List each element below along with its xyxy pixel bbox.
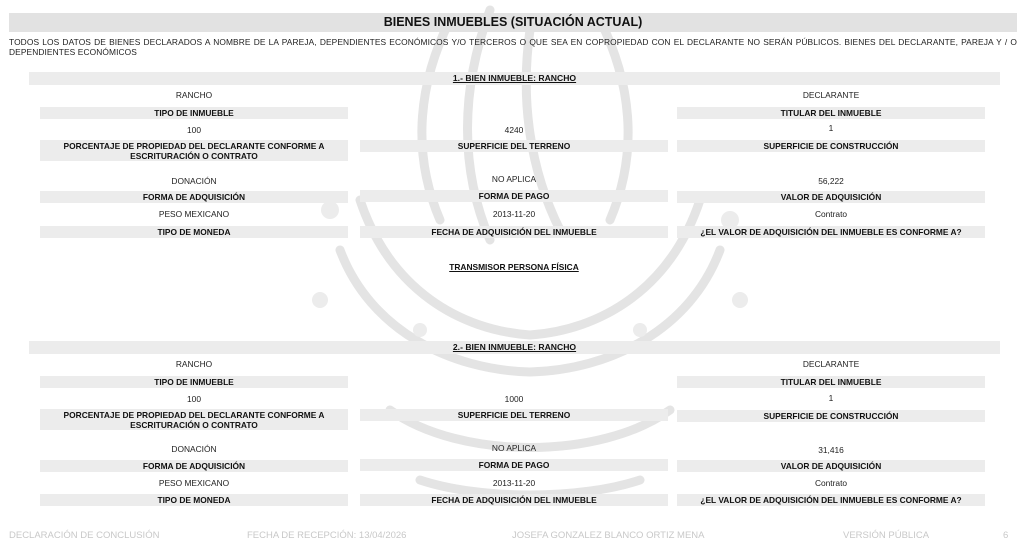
- bien-1-valor-adquisicion-value: 56,222: [818, 176, 844, 186]
- bien-2-header: 2.- BIEN INMUEBLE: RANCHO: [29, 341, 1000, 354]
- bien-2-porcentaje-value: 100: [187, 394, 201, 404]
- bien-2-superficie-terreno-value: 1000: [504, 394, 524, 404]
- bien-2-forma-adquisicion-value: DONACIÓN: [171, 444, 217, 454]
- bien-1-titular-label: TITULAR DEL INMUEBLE: [677, 107, 985, 119]
- bien-1-porcentaje-label: PORCENTAJE DE PROPIEDAD DEL DECLARANTE CONFORME A ESCRITURACIÓN O CONTRATO: [40, 140, 348, 161]
- bien-1-header: 1.- BIEN INMUEBLE: RANCHO: [29, 72, 1000, 85]
- bien-2-valor-adquisicion-value: 31,416: [818, 445, 844, 455]
- bien-2-tipo-moneda-label: TIPO DE MONEDA: [40, 494, 348, 506]
- bien-1-superficie-terreno-label: SUPERFICIE DEL TERRENO: [360, 140, 668, 152]
- bien-1-valor-conforme-label: ¿EL VALOR DE ADQUISICIÓN DEL INMUEBLE ES CONFORME A?: [677, 226, 985, 238]
- bien-1-fecha-adquisicion-value: 2013-11-20: [492, 209, 536, 219]
- bien-2-titular-label: TITULAR DEL INMUEBLE: [677, 376, 985, 388]
- bien-2-porcentaje-label: PORCENTAJE DE PROPIEDAD DEL DECLARANTE CONFORME A ESCRITURACIÓN O CONTRATO: [40, 409, 348, 430]
- bien-1-valor-conforme-value: Contrato: [814, 209, 848, 219]
- bien-2-valor-conforme-label: ¿EL VALOR DE ADQUISICIÓN DEL INMUEBLE ES CONFORME A?: [677, 494, 985, 506]
- bien-1-superficie-terreno-value: 4240: [504, 125, 524, 135]
- footer-declaration-type: DECLARACIÓN DE CONCLUSIÓN: [9, 530, 160, 541]
- bien-2-forma-pago-value: NO APLICA: [491, 443, 537, 453]
- page-footer: [0, 530, 1027, 542]
- footer-page-number: 6: [1003, 530, 1009, 541]
- bien-1-forma-pago-label: FORMA DE PAGO: [360, 190, 668, 202]
- bien-2-tipo-label: TIPO DE INMUEBLE: [40, 376, 348, 388]
- bien-1-forma-adquisicion-label: FORMA DE ADQUISICIÓN: [40, 191, 348, 203]
- bien-2-forma-adquisicion-label: FORMA DE ADQUISICIÓN: [40, 460, 348, 472]
- bien-2-titular-value: DECLARANTE: [802, 359, 860, 369]
- bien-1-tipo-label: TIPO DE INMUEBLE: [40, 107, 348, 119]
- footer-version: VERSIÓN PÚBLICA: [843, 530, 930, 541]
- bien-1-valor-adquisicion-label: VALOR DE ADQUISICIÓN: [677, 191, 985, 203]
- privacy-disclaimer: TODOS LOS DATOS DE BIENES DECLARADOS A NOMBRE DE LA PAREJA, DEPENDIENTES ECONÓMICOS Y/O TERCEROS O QUE SEA EN COPROPIEDAD CON EL DECLARANTE NO SERÁN PÚBLICOS. BIENES DEL DECLARANTE, PAREJA Y / O DEPENDIENTES ECONÓMICOS: [9, 37, 1017, 57]
- bien-2-forma-pago-label: FORMA DE PAGO: [360, 459, 668, 471]
- bien-1-tipo-value: RANCHO: [175, 90, 213, 100]
- bien-1-forma-adquisicion-value: DONACIÓN: [171, 176, 217, 186]
- bien-1-superficie-construccion-label: SUPERFICIE DE CONSTRUCCIÓN: [677, 140, 985, 152]
- bien-2-valor-adquisicion-label: VALOR DE ADQUISICIÓN: [677, 460, 985, 472]
- bien-1-titular-value: DECLARANTE: [802, 90, 860, 100]
- footer-declarant-name: JOSEFA GONZALEZ BLANCO ORTIZ MENA: [512, 530, 705, 541]
- bien-2-fecha-adquisicion-value: 2013-11-20: [492, 478, 536, 488]
- footer-reception-date: FECHA DE RECEPCIÓN: 13/04/2026: [247, 530, 407, 541]
- bien-2-superficie-terreno-label: SUPERFICIE DEL TERRENO: [360, 409, 668, 421]
- bien-1-tipo-moneda-label: TIPO DE MONEDA: [40, 226, 348, 238]
- bien-2-superficie-construccion-value: 1: [828, 393, 834, 403]
- bien-1-fecha-adquisicion-label: FECHA DE ADQUISICIÓN DEL INMUEBLE: [360, 226, 668, 238]
- bien-2-valor-conforme-value: Contrato: [814, 478, 848, 488]
- bien-2-fecha-adquisicion-label: FECHA DE ADQUISICIÓN DEL INMUEBLE: [360, 494, 668, 506]
- bien-1-forma-pago-value: NO APLICA: [491, 174, 537, 184]
- bien-2-superficie-construccion-label: SUPERFICIE DE CONSTRUCCIÓN: [677, 410, 985, 422]
- bien-1-superficie-construccion-value: 1: [828, 123, 834, 133]
- bien-1-transmisor-label: TRANSMISOR PERSONA FÍSICA: [449, 262, 579, 272]
- section-title: BIENES INMUEBLES (SITUACIÓN ACTUAL): [9, 13, 1017, 32]
- bien-2-tipo-value: RANCHO: [175, 359, 213, 369]
- bien-1-porcentaje-value: 100: [187, 125, 201, 135]
- bien-1-tipo-moneda-value: PESO MEXICANO: [158, 209, 230, 219]
- bien-2-tipo-moneda-value: PESO MEXICANO: [158, 478, 230, 488]
